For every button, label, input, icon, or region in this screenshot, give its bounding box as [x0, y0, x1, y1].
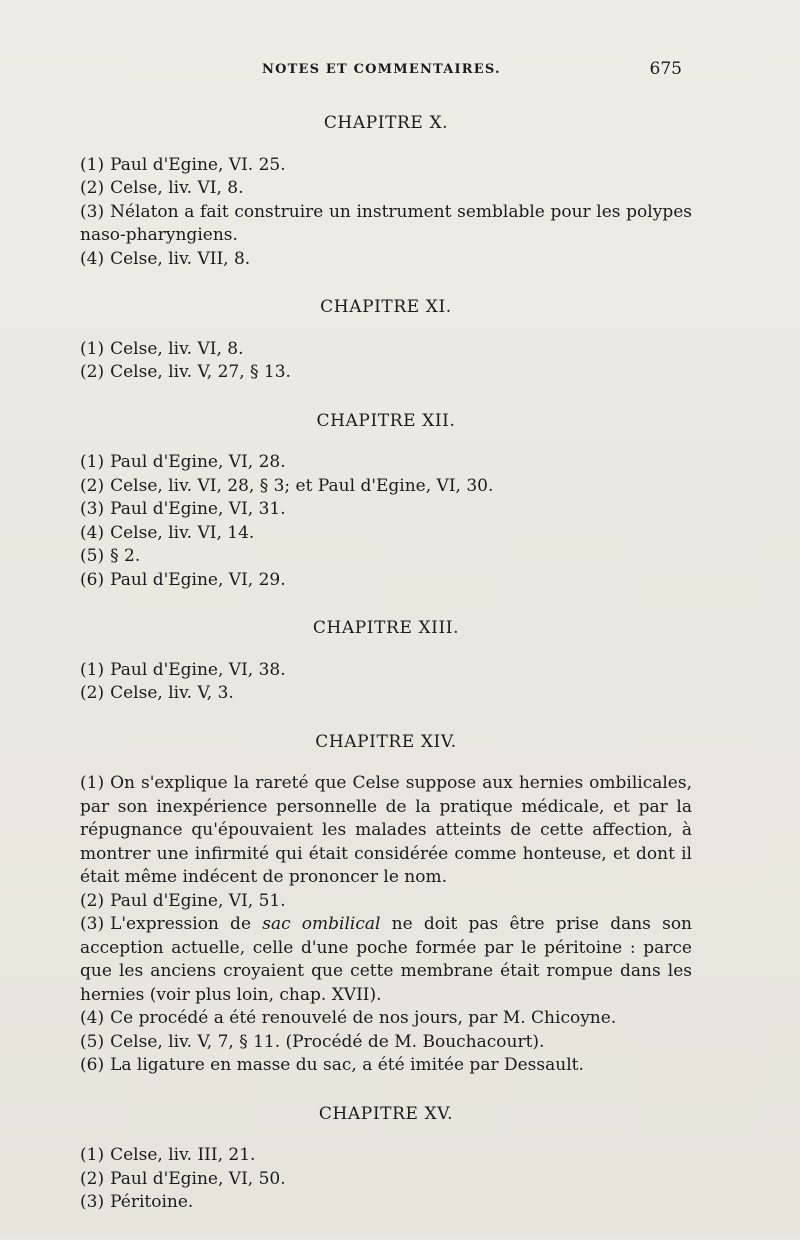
note: [80, 498, 692, 522]
note: [80, 1144, 692, 1168]
note-number: (3): [80, 914, 105, 934]
note-number: (5): [80, 1031, 105, 1052]
note: [80, 451, 692, 475]
note-text: Paul d'Egine, VI, 50.: [110, 1168, 286, 1189]
note: [80, 545, 692, 569]
note-number: (2): [80, 178, 105, 198]
note-number: (2): [80, 683, 105, 703]
note-number: (6): [80, 569, 105, 590]
note-text: Celse, liv. V, 7, § 11. (Procédé de M. Bouchacourt).: [110, 1031, 545, 1052]
note-number: (4): [80, 1008, 105, 1028]
note-text: Paul d'Egine, VI. 25.: [110, 154, 286, 175]
note-number: (2): [80, 890, 105, 911]
note-text: Celse, liv. VI, 8.: [110, 178, 244, 198]
chapter-section: [80, 112, 692, 271]
chapter-section: [80, 1103, 692, 1215]
note: [80, 248, 692, 272]
chapter-title: CHAPITRE X.: [323, 113, 449, 133]
note: [80, 1054, 692, 1078]
chapter-section: [80, 296, 692, 385]
note-number: (3): [80, 1192, 105, 1212]
note: [80, 1191, 692, 1215]
page-header: [262, 59, 682, 86]
note-text: Celse, liv. V, 3.: [110, 683, 234, 703]
note-number: (1): [80, 338, 105, 359]
chapter-title: CHAPITRE XII.: [316, 410, 456, 431]
note-number: (3): [80, 499, 105, 519]
note-text: Paul d'Egine, VI, 38.: [110, 659, 286, 680]
note: [80, 659, 692, 683]
chapter-title: CHAPITRE XIV.: [315, 731, 457, 752]
note: [80, 475, 692, 499]
note-number: (2): [80, 362, 105, 382]
note: [80, 201, 692, 248]
note-number: (6): [80, 1055, 105, 1075]
note-number: (3): [80, 201, 105, 222]
note-text: Celse, liv. VI, 14.: [110, 522, 255, 543]
note-text: Péritoine.: [110, 1192, 194, 1212]
note-number: (1): [80, 659, 105, 680]
chapter-section: [80, 410, 692, 593]
note-text: Celse, liv. III, 21.: [110, 1145, 256, 1165]
note-number: (1): [80, 773, 105, 793]
note-text: On s'explique la rareté que Celse suppose aux hernies ombilicales, par son inexpérience personnelle de la pratique médicale, et par la répugnance qu'épouvaient les malades atteints de cette affection, à montrer une infirmité qui était considérée comme honteuse, et dont il était même indécent de prononcer le nom.: [80, 773, 692, 887]
note-text: Ce procédé a été renouvelé de nos jours, par M. Chicoyne.: [110, 1008, 617, 1028]
note: [80, 522, 692, 546]
note-text: Paul d'Egine, VI, 31.: [110, 499, 286, 519]
note-number: (4): [80, 248, 105, 269]
note: [80, 1031, 692, 1055]
note-text: Celse, liv. V, 27, § 13.: [110, 362, 291, 382]
chapter-section: [80, 731, 692, 1078]
note-text: Celse, liv. VI, 28, § 3; et Paul d'Egine, VI, 30.: [110, 475, 494, 496]
note: [80, 890, 692, 914]
note-text-after: ne doit pas être prise dans son acception actuelle, celle d'une poche formée par le péritoine : parce que les anciens croyaient que cette membrane était rompue dans les hernies (voir plus loin, chap. XVII).: [80, 914, 693, 1005]
note: [80, 913, 692, 1007]
note-text: Celse, liv. VII, 8.: [110, 248, 251, 269]
note-number: (1): [80, 154, 105, 175]
chapter-title: CHAPITRE XIII.: [312, 618, 460, 638]
note: [80, 154, 692, 178]
note-text: § 2.: [110, 546, 141, 566]
note-text: Paul d'Egine, VI, 28.: [110, 452, 286, 472]
note-number: (2): [80, 475, 105, 496]
note: [80, 338, 692, 362]
notes-content: [80, 112, 692, 1240]
note: [80, 177, 692, 201]
chapter-title: CHAPITRE XI.: [320, 297, 452, 317]
note-number: (1): [80, 1145, 105, 1165]
chapter-title: CHAPITRE XV.: [318, 1103, 454, 1124]
note-number: (4): [80, 522, 105, 543]
note-text: Nélaton a fait construire un instrument semblable pour les polypes naso-pharyngiens.: [80, 201, 692, 245]
note: [80, 1007, 692, 1031]
note-text: Celse, liv. VI, 8.: [110, 338, 244, 359]
note: [80, 682, 692, 706]
note-number: (2): [80, 1168, 105, 1189]
note-number: (1): [80, 452, 105, 472]
chapter-section: [80, 617, 692, 706]
note: [80, 361, 692, 385]
note: [80, 1168, 692, 1192]
note: [80, 772, 692, 890]
note-number: (5): [80, 546, 105, 566]
note-text: La ligature en masse du sac, a été imitée par Dessault.: [110, 1055, 584, 1075]
note: [80, 569, 692, 593]
note-text: Paul d'Egine, VI, 51.: [110, 890, 286, 911]
note-text-before: L'expression de: [110, 914, 263, 934]
note-emphasis: sac ombilical: [262, 914, 381, 934]
note-text: Paul d'Egine, VI, 29.: [110, 569, 286, 590]
page-number: 675: [649, 59, 682, 79]
running-head: NOTES ET COMMENTAIRES.: [262, 62, 501, 77]
